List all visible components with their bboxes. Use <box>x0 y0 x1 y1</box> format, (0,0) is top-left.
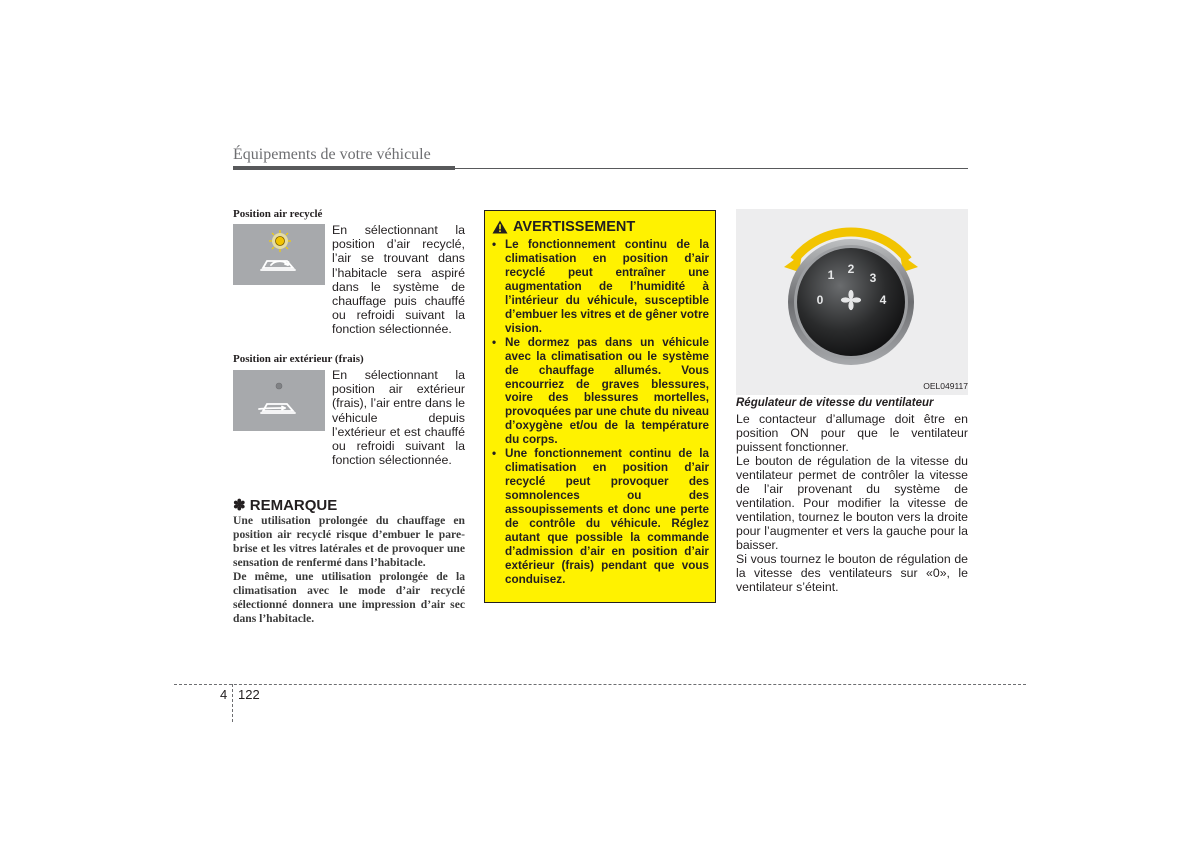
warning-list <box>492 238 709 587</box>
header-rule-thin <box>455 168 968 169</box>
car-fresh-air-icon <box>259 404 295 413</box>
figure-caption: Régulateur de vitesse du ventilateur <box>736 397 934 409</box>
figure-code: OEL049117 <box>923 381 968 391</box>
fan-speed-dial-image <box>736 209 968 395</box>
fresh-button-image <box>233 370 325 431</box>
fan-speed-figure <box>736 209 968 395</box>
warning-item: • Ne dormez pas dans un véhicule avec la climatisation ou le système de chauffage allumés. Vous encourriez de graves blessures, voire des blessures mortelles, provoquées par une chute du niveau d’oxygène et/ou de la température du corps. <box>492 336 709 448</box>
recirc-button-image <box>233 224 325 285</box>
header-rule-dark <box>233 166 455 170</box>
dial-label-3: 3 <box>869 271 877 285</box>
right-paragraph: Le contacteur d’allumage doit être en position ON pour que le ventilateur puissent fonctionner. <box>736 412 968 454</box>
remark-title: ✽ REMARQUE <box>233 497 338 514</box>
remark-text <box>233 514 465 626</box>
fresh-air-icon <box>233 370 325 431</box>
warning-triangle-icon <box>492 220 508 234</box>
page-number: 122 <box>238 687 260 702</box>
right-paragraph: Le bouton de régulation de la vitesse du ventilateur permet de contrôler la vitesse de l’air provenant du système de ventilation. Pour modifier la vitesse de ventilation, tournez le bouton vers la droite pour l’augmenter et vers la gauche pour la baisser. <box>736 454 968 552</box>
fan-speed-text <box>736 412 968 594</box>
remark-paragraph: Une utilisation prolongée du chauffage en position air recyclé risque d’embuer le pare-brise et les vitres latérales et de provoquer une sensation de renfermé dans l’habitacle. <box>233 514 465 569</box>
warning-box <box>484 210 716 603</box>
section-number: 4 <box>220 687 228 702</box>
right-paragraph: Si vous tournez le bouton de régulation de la vitesse des ventilateurs sur «0», le ventilateur s’éteint. <box>736 552 968 594</box>
fresh-description: En sélectionnant la position air extérieur (frais), l’air entre dans le véhicule depuis l’extérieur et est chauffé ou refroidi suivant la fonction sélectionnée. <box>332 368 465 468</box>
warning-item: • Le fonctionnement continu de la climatisation en position d’air recyclé peut entraîner une augmentation de l’humidité à l’intérieur du véhicule, susceptible d’embuer les vitres et de gêner votre vision. <box>492 238 709 336</box>
dial-label-2: 2 <box>847 262 855 276</box>
recirc-icon <box>233 224 325 285</box>
warning-title: AVERTISSEMENT <box>513 219 636 235</box>
footer-rule <box>174 684 1026 685</box>
indicator-light-off-icon <box>276 383 282 389</box>
fresh-heading: Position air extérieur (frais) <box>233 353 364 365</box>
indicator-light-on-icon <box>269 230 291 252</box>
warning-header <box>492 219 709 235</box>
dial-label-0: 0 <box>816 293 824 307</box>
page-header-title: Équipements de votre véhicule <box>233 146 431 163</box>
footer-divider <box>232 684 233 722</box>
remark-paragraph: De même, une utilisation prolongée de la climatisation avec le mode d’air recyclé sélectionné donnera une impression d’air sec dans l’habitacle. <box>233 570 465 625</box>
recirc-heading: Position air recyclé <box>233 208 323 220</box>
warning-item: • Une fonctionnement continu de la climatisation en position d’air recyclé peut provoquer des somnolences ou des assoupissements et donc une perte de contrôle du véhicule. Réglez autant que possible la commande d’admission d’air en position d’air extérieur (frais) pendant que vous conduisez. <box>492 447 709 587</box>
recirc-description: En sélectionnant la position d’air recyclé, l’air se trouvant dans l’habitacle sera aspiré dans le système de chauffage puis chauffé ou refroidi suivant la fonction sélectionnée. <box>332 223 465 337</box>
car-recirc-icon <box>261 261 295 270</box>
dial-label-1: 1 <box>827 268 835 282</box>
dial-label-4: 4 <box>879 293 887 307</box>
